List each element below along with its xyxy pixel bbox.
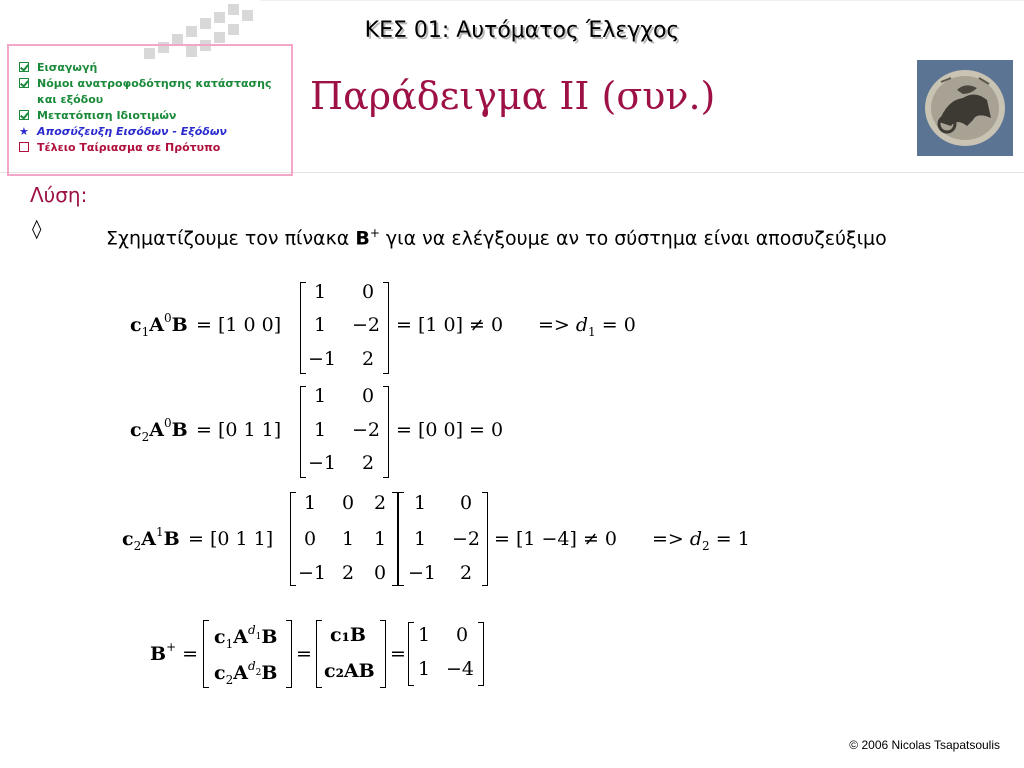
matrix-cell: 0: [362, 281, 375, 303]
matrix-cell: 0: [456, 624, 469, 646]
matrix-A: A: [149, 419, 164, 441]
conclusion: => d: [538, 314, 589, 336]
vector-c: c: [214, 626, 226, 648]
matrix-cell: −1: [408, 562, 437, 584]
bracket: [203, 620, 209, 688]
matrix-cell: −2: [352, 314, 381, 336]
matrix-symbol: B: [355, 227, 370, 250]
matrix-cell: 1: [342, 528, 355, 550]
subscript: 2: [141, 430, 150, 444]
course-title: ΚΕΣ 01: Αυτόματος Έλεγχος: [364, 18, 680, 43]
matrix-cell: 1: [414, 528, 427, 550]
matrix-cell: 1: [374, 528, 387, 550]
matrix-cell: 2: [460, 562, 473, 584]
conclusion: => d: [652, 528, 703, 550]
bullet-text-part: για να ελέγξουμε αν το σύστημα είναι αποσυζεύξιμο: [379, 227, 887, 250]
toc-item-label: Νόμοι ανατροφοδότησης κατάστασης και εξόδου: [37, 77, 272, 106]
equation-4: B+ = $c_1A^{d1}B$ $c_2A^{d2}B$ = c₁B c₂AB = 1 0 1 −4: [0, 0, 1024, 768]
row-vector: = [0 1 1]: [188, 528, 274, 550]
superscript: 0: [163, 311, 172, 325]
matrix-cell: 1: [314, 385, 327, 407]
superscript: +: [166, 640, 177, 654]
conclusion-value: = 0: [601, 314, 636, 336]
matrix-cell: 0: [304, 528, 317, 550]
matrix-cell: 2: [362, 452, 375, 474]
matrix-cell: 1: [418, 624, 431, 646]
subscript: 2: [225, 673, 234, 687]
matrix-B: B: [171, 314, 188, 336]
subscript: 2: [255, 668, 262, 678]
result: = [1 0] ≠ 0: [396, 314, 504, 336]
vector-c: c: [214, 662, 226, 684]
matrix-cell: −2: [352, 419, 381, 441]
matrix-cell: 1: [418, 658, 431, 680]
vector-c: c: [130, 314, 142, 336]
matrix-cell: 2: [342, 562, 355, 584]
superscript: 1: [155, 525, 164, 539]
matrix-B: B: [150, 643, 167, 665]
matrix-cell: 0: [374, 562, 387, 584]
matrix-cell: −2: [452, 528, 481, 550]
matrix-cell: 0: [342, 492, 355, 514]
bracket: [478, 622, 484, 686]
vector-c: c: [130, 419, 142, 441]
solution-label: Λύση:: [30, 183, 88, 207]
row-vector: = [0 1 1]: [196, 419, 282, 441]
matrix-B: B: [171, 419, 188, 441]
matrix-cell: 0: [362, 385, 375, 407]
subscript: 2: [702, 539, 710, 553]
subscript: 1: [255, 632, 262, 642]
matrix-cell: 1: [314, 281, 327, 303]
superscript: d: [247, 623, 256, 637]
subscript: 1: [588, 325, 596, 339]
matrix-cell: 2: [362, 348, 375, 370]
vector-product: c₂AB: [324, 660, 375, 682]
result: = [1 −4] ≠ 0: [494, 528, 618, 550]
matrix-cell: 1: [414, 492, 427, 514]
matrix-cell: 1: [314, 419, 327, 441]
subscript: 2: [133, 539, 142, 553]
bullet-text-part: Σχηματίζουμε τον πίνακα: [106, 227, 356, 250]
vector-c: c: [122, 528, 134, 550]
subscript: 1: [141, 325, 150, 339]
superscript: +: [369, 226, 380, 240]
copyright-footer: © 2006 Nicolas Tsapatsoulis: [849, 738, 1000, 752]
matrix-B: B: [163, 528, 180, 550]
matrix-A: A: [233, 662, 248, 684]
bracket: [316, 620, 322, 688]
star-icon: ★: [19, 125, 29, 138]
bracket: [286, 620, 292, 688]
matrix-B: B: [261, 626, 278, 648]
matrix-cell: 1: [304, 492, 317, 514]
conclusion-value: = 1: [715, 528, 750, 550]
matrix-cell: 0: [460, 492, 473, 514]
vector-product: c₁B: [330, 624, 366, 646]
toc-item-label: Τέλειο Ταίριασμα σε Πρότυπο: [37, 141, 221, 154]
bracket: [408, 622, 414, 686]
diamond-bullet-icon: ◊: [32, 218, 42, 240]
superscript: 0: [163, 416, 172, 430]
subscript: 1: [225, 637, 234, 651]
matrix-A: A: [141, 528, 156, 550]
matrix-cell: 1: [314, 314, 327, 336]
bracket: [380, 620, 386, 688]
matrix-cell: 2: [374, 492, 387, 514]
matrix-A: A: [233, 626, 248, 648]
row-vector: = [1 0 0]: [196, 314, 282, 336]
toc-item-label: Εισαγωγή: [37, 61, 98, 74]
matrix-cell: −4: [446, 658, 475, 680]
matrix-cell: −1: [308, 452, 337, 474]
toc-item-label: Αποσύζευξη Εισόδων - Εξόδων: [37, 125, 227, 138]
matrix-B: B: [261, 662, 278, 684]
superscript: d: [247, 659, 256, 673]
slide-title: Παράδειγμα ΙΙ (συν.): [310, 74, 716, 118]
matrix-cell: −1: [308, 348, 337, 370]
matrix-A: A: [149, 314, 164, 336]
result: = [0 0] = 0: [396, 419, 504, 441]
toc-item-label: Μετατόπιση Ιδιοτιμών: [37, 109, 177, 122]
matrix-cell: −1: [298, 562, 327, 584]
